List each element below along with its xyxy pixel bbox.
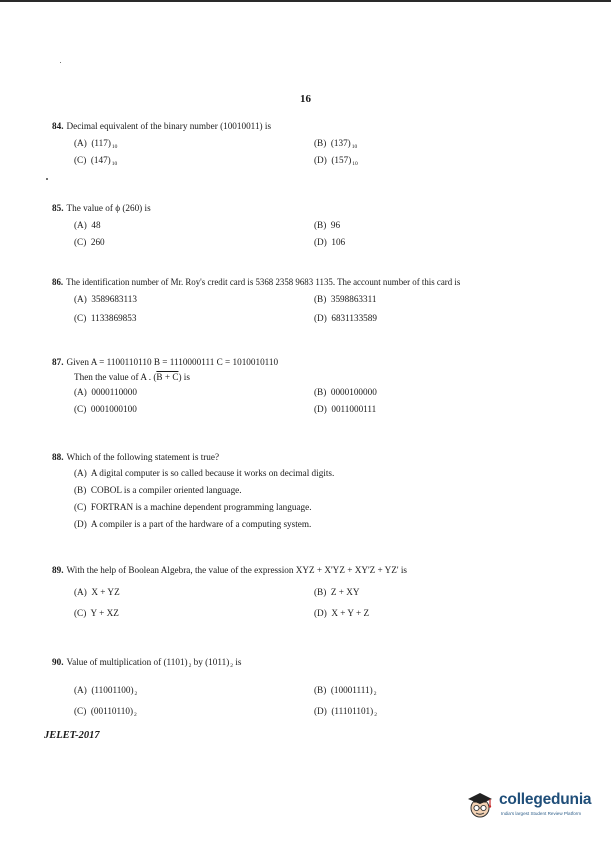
question-text: 88. Which of the following statement is true? [52,452,220,462]
question-87 [52,356,572,420]
option-a: (A) $(117)_{10}$ [74,138,118,150]
option-d: (D) $(11101101)_2$ [314,706,377,718]
option-c: (C) $(00110110)_2$ [74,706,137,718]
option-d: (D) 0011000111 [314,404,377,414]
top-rule [0,0,611,2]
question-85 [52,202,572,253]
option-c: (C) Y + XZ [74,608,119,618]
option-a: (A) 0000110000 [74,387,137,397]
overline-expression: B + C [156,372,179,382]
question-89 [52,564,572,624]
option-a: (A) $(11001100)_2$ [74,685,138,697]
option-d: (D) X + Y + Z [314,608,370,618]
question-text: 85. The value of ϕ (260) is [52,203,151,213]
question-text: 90. Value of multiplication of $(1101)_2$ by $(1011)_2$ is [52,657,242,669]
option-a: (A) X + YZ [74,587,120,597]
graduate-cap-icon [466,789,496,819]
exam-footer: JELET-2017 [44,730,100,741]
option-c: (C) 0001000100 [74,404,137,414]
question-text: 86. The identification number of Mr. Roy's credit card is 5368 2358 9683 1135. The account number of this card is [52,277,461,287]
brand-logo [466,783,602,827]
option-b: (B) 3598863311 [314,294,377,304]
option-d: (D) 6831133589 [314,313,377,323]
option-d: (D) 106 [314,237,346,247]
option-d: (D) $(157)_{10}$ [314,155,358,167]
option-a: (A) 3589683113 [74,294,137,304]
question-text: 84. Decimal equivalent of the binary number (10010011) is [52,121,272,131]
question-90 [52,656,572,722]
statement-a: (A) A digital computer is so called because it works on decimal digits. [74,468,335,478]
option-b: (B) $(10001111)_2$ [314,685,377,697]
option-b: (B) 96 [314,220,341,230]
scan-speck [46,178,48,180]
statement-list [74,467,572,535]
options [74,586,572,624]
options [74,293,582,329]
option-b: (B) Z + XY [314,587,360,597]
page-number: 16 [300,93,311,105]
option-c: (C) $(147)_{10}$ [74,155,118,167]
scan-speck [60,62,61,63]
options [74,684,572,722]
question-text: 87. Given A = 1100110110 B = 1110000111 C = 1010010110 [52,357,279,367]
options [74,137,572,171]
question-text-line-2: Then the value of A . (B + C) is [74,372,190,382]
brand-name: collegedunia [499,791,592,808]
question-88 [52,451,572,535]
question-text: 89. With the help of Boolean Algebra, the value of the expression XYZ + X'YZ + XY'Z + YZ' is [52,565,408,575]
option-c: (C) 260 [74,237,105,247]
options [74,386,572,420]
options [74,219,572,253]
statement-c: (C) FORTRAN is a machine dependent programming language. [74,502,312,512]
option-a: (A) 48 [74,220,101,230]
option-b: (B) 0000100000 [314,387,377,397]
option-b: (B) $(137)_{10}$ [314,138,358,150]
statement-b: (B) COBOL is a compiler oriented language. [74,485,242,495]
statement-d: (D) A compiler is a part of the hardware of a computing system. [74,519,312,529]
brand-tagline: India's largest Student Review Platform [501,811,582,816]
question-86 [52,276,582,329]
option-c: (C) 1133869853 [74,313,137,323]
question-84 [52,120,572,171]
